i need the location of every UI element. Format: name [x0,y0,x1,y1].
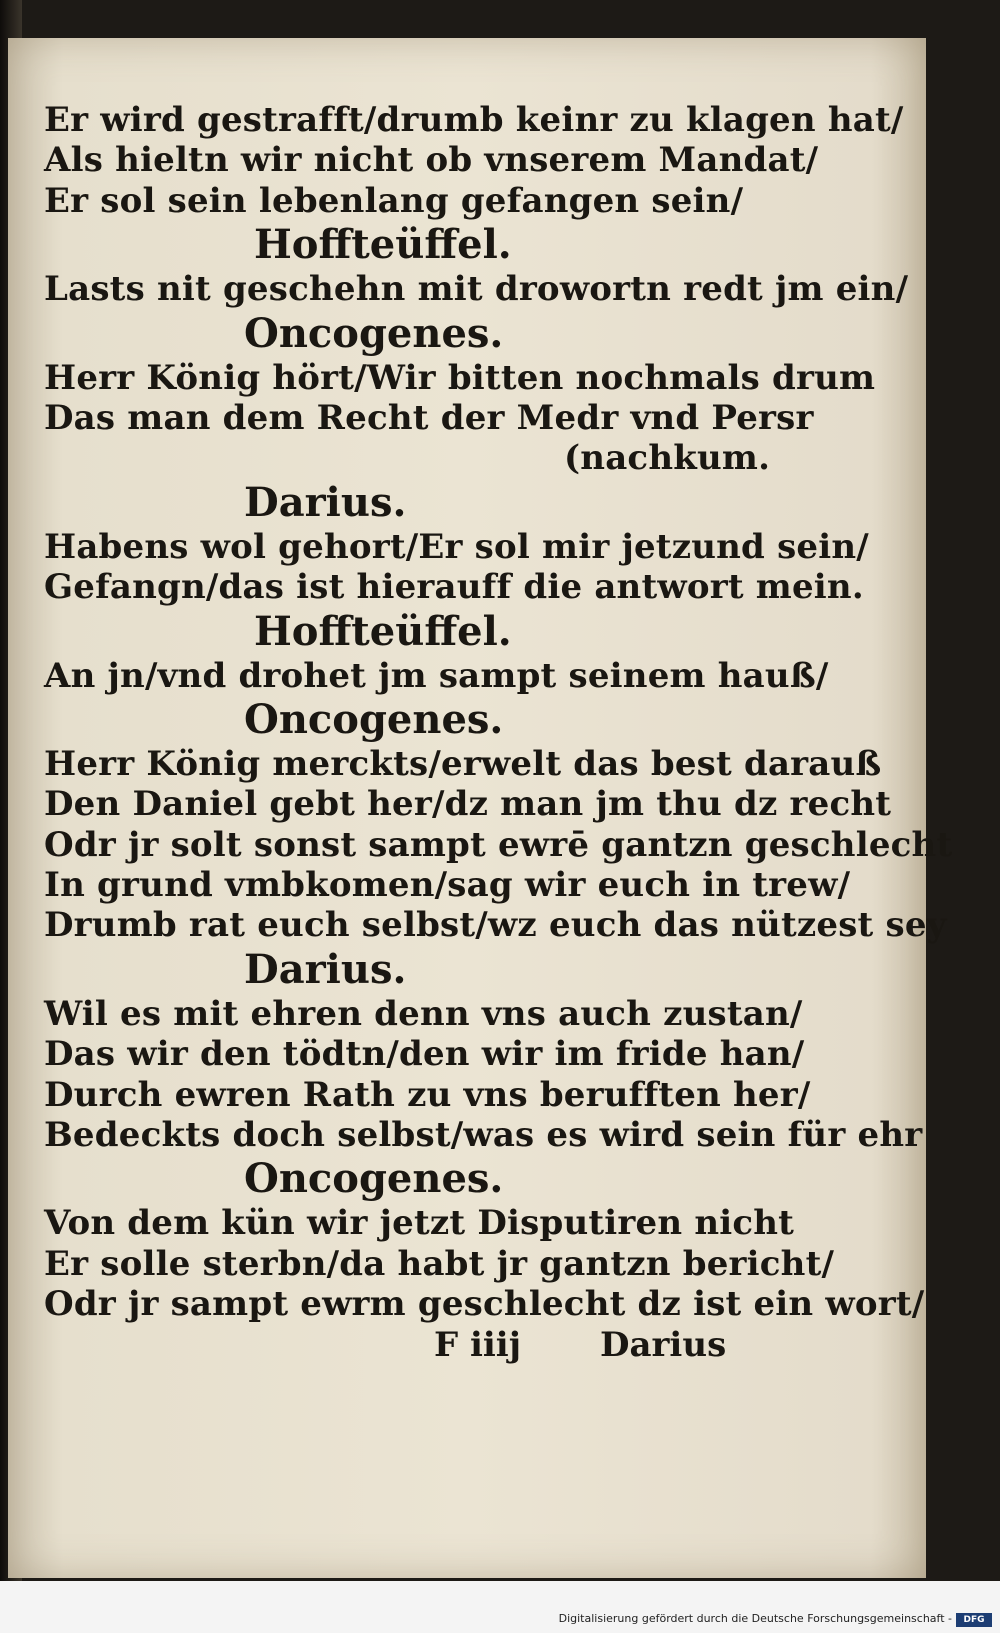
verse-line: Von dem kün wir jetzt Disputiren nicht [44,1203,795,1244]
verse-line: Das wir den tödtn/den wir im fride han/ [44,1034,805,1075]
book-page [8,38,953,1578]
verse-line: An jn/vnd drohet jm sampt seinem hauß/ [44,655,829,696]
verse-line: Den Daniel gebt her/dz man jm thu dz recht [44,784,892,825]
verse-line: Durch ewren Rath zu vns berufften her/ [44,1074,811,1115]
verse-line: In grund vmbkomen/sag wir euch in trew/ [44,865,851,906]
verse-continuation: (nachkum. [564,438,771,479]
verse-line: Herr König merckts/erwelt das best darauß [44,743,882,784]
speaker-heading: Darius. [244,478,407,526]
speaker-heading: Oncogenes. [244,695,504,743]
verse-line: Wil es mit ehren denn vns auch zustan/ [44,993,803,1034]
verse-line: Lasts nit geschehn mit drowortn redt jm ein/ [44,269,909,310]
speaker-heading: Hoffteüffel. [254,221,512,269]
verse-line: Das man dem Recht der Medr vnd Persr [44,397,814,438]
speaker-heading: Oncogenes. [244,309,504,357]
verse-line: Odr jr solt sonst sampt ewrē gantzn geschlecht [44,824,953,865]
verse-line: Er sol sein lebenlang gefangen sein/ [44,180,744,221]
page-footer [44,1325,784,1365]
verse-line: Odr jr sampt ewrm geschlecht dz ist ein wort/ [44,1284,925,1325]
verse-line: Er solle sterbn/da habt jr gantzn bericht/ [44,1243,835,1284]
page-text [44,100,953,1365]
verse-line: Habens wol gehort/Er sol mir jetzund sein/ [44,526,869,567]
signature-mark: F iiij [434,1324,522,1365]
footer-bar [0,1581,1000,1633]
catchword: Darius [600,1324,727,1365]
digitization-credit: Digitalisierung gefördert durch die Deutsche Forschungsgemeinschaft - [558,1612,952,1625]
dfg-logo: DFG [956,1613,992,1627]
verse-line: Gefangn/das ist hierauff die antwort mein. [44,567,864,608]
verse-line: Bedeckts doch selbst/was es wird sein für ehr [44,1115,923,1156]
verse-line: Drumb rat euch selbst/wz euch das nützest sey [44,905,947,946]
speaker-heading: Hoffteüffel. [254,607,512,655]
verse-line: Als hieltn wir nicht ob vnserem Mandat/ [44,140,819,181]
speaker-heading: Darius. [244,945,407,993]
verse-line: Er wird gestrafft/drumb keinr zu klagen hat/ [44,100,904,140]
verse-line: Herr König hört/Wir bitten nochmals drum [44,357,876,398]
speaker-heading: Oncogenes. [244,1155,504,1203]
